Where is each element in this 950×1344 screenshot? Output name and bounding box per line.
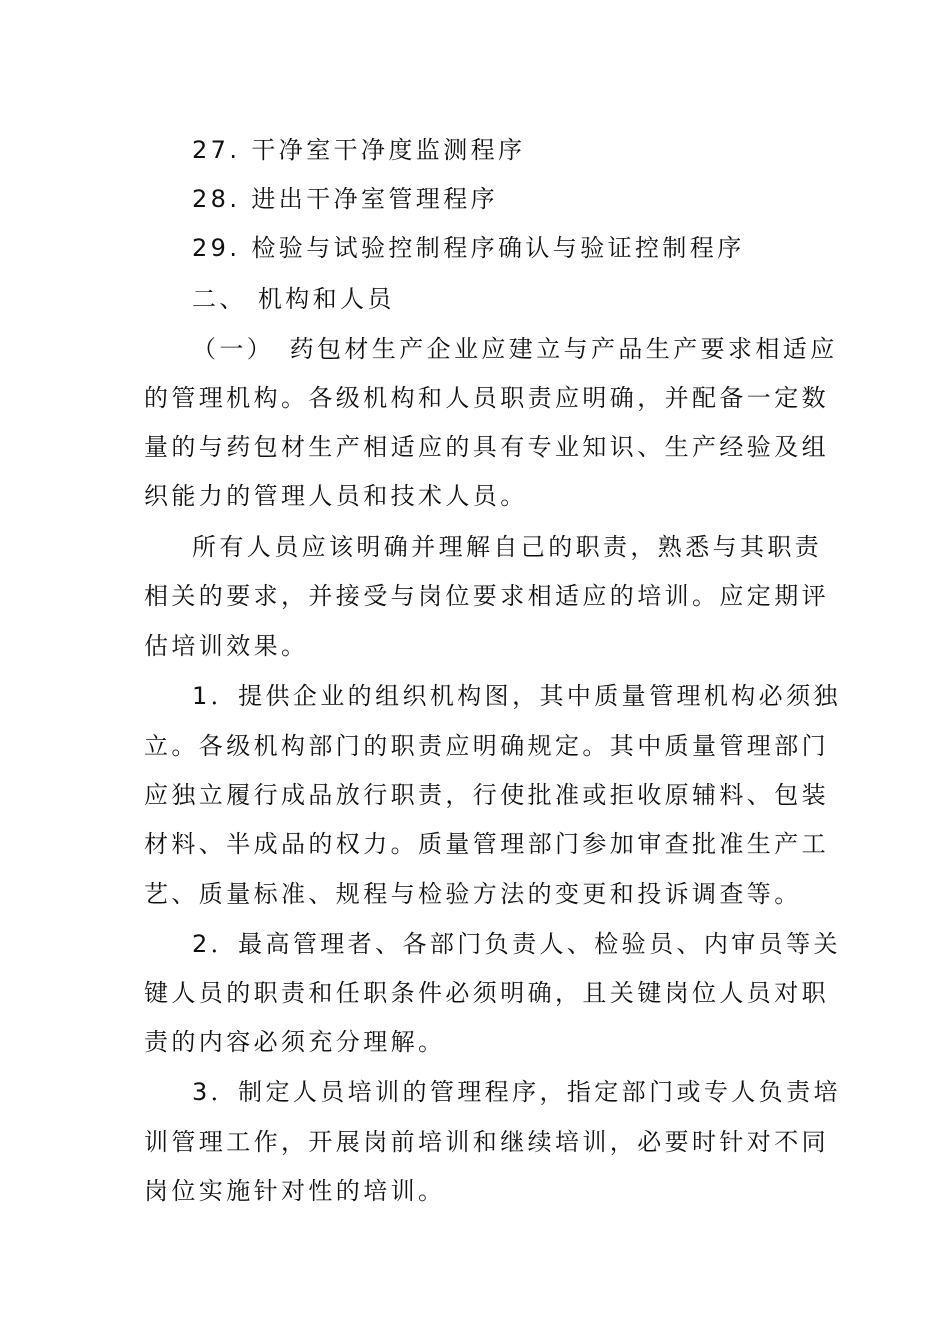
paragraph-line: 织能力的管理人员和技术人员。 [144, 482, 528, 510]
paragraph-line: 责的内容必须充分理解。 [144, 1028, 446, 1056]
paragraph-line: （一） 药包材生产企业应建立与产品生产要求相适应 [192, 335, 838, 363]
paragraph-line: 相关的要求，并接受与岗位要求相适应的培训。应定期评 [144, 582, 829, 610]
paragraph-line: 应独立履行成品放行职责，行使批准或拒收原辅料、包装 [144, 781, 829, 809]
paragraph-line: 键人员的职责和任职条件必须明确，且关键岗位人员对职 [144, 979, 829, 1007]
paragraph-line: 估培训效果。 [144, 632, 309, 660]
list-item: 27. 干净室干净度监测程序 [192, 136, 526, 164]
paragraph-line: 岗位实施针对性的培训。 [144, 1177, 446, 1205]
paragraph-line: 量的与药包材生产相适应的具有专业知识、生产经验及组 [144, 433, 829, 461]
paragraph-line: 艺、质量标准、规程与检验方法的变更和投诉调查等。 [144, 880, 802, 908]
list-item: 29. 检验与试验控制程序确认与验证控制程序 [192, 234, 745, 262]
list-item: 28. 进出干净室管理程序 [192, 185, 498, 213]
paragraph-line: 所有人员应该明确并理解自己的职责，熟悉与其职责 [192, 533, 823, 561]
paragraph-line: 的管理机构。各级机构和人员职责应明确，并配备一定数 [144, 384, 829, 412]
paragraph-line: 立。各级机构部门的职责应明确规定。其中质量管理部门 [144, 732, 829, 760]
paragraph-line: 材料、半成品的权力。质量管理部门参加审查批准生产工 [144, 830, 829, 858]
paragraph-line: 1．提供企业的组织机构图，其中质量管理机构必须独 [192, 682, 841, 710]
section-heading: 二、 机构和人员 [192, 285, 395, 313]
paragraph-line: 训管理工作，开展岗前培训和继续培训，必要时针对不同 [144, 1128, 829, 1156]
paragraph-line: 3．制定人员培训的管理程序，指定部门或专人负责培 [192, 1078, 841, 1106]
paragraph-line: 2．最高管理者、各部门负责人、检验员、内审员等关 [192, 930, 841, 958]
